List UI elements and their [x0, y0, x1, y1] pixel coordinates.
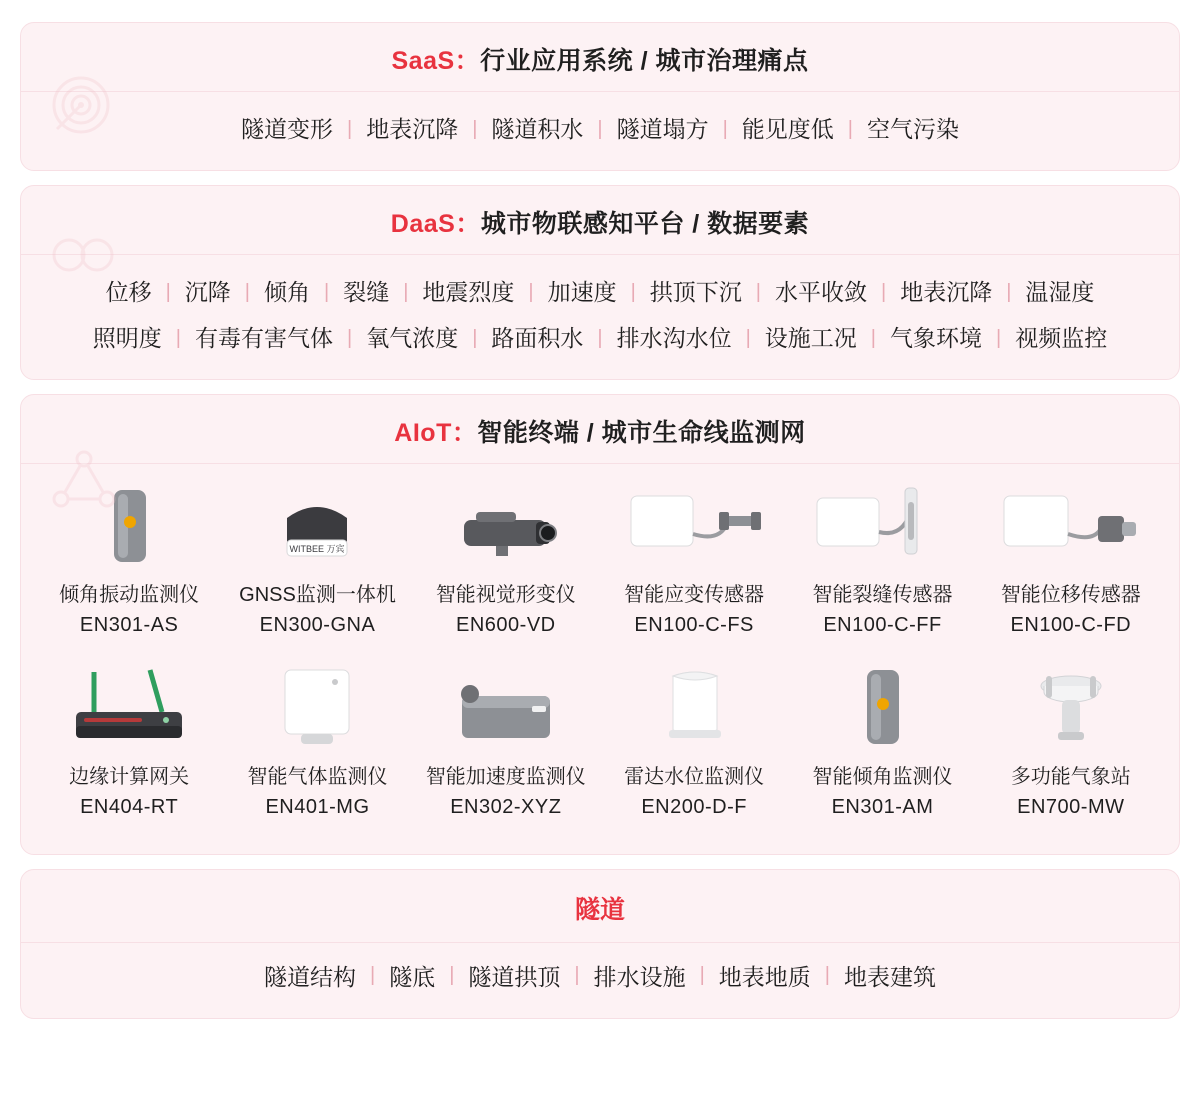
daas-item: 沉降 — [184, 279, 231, 305]
separator: | — [597, 327, 603, 349]
daas-item: 地表沉降 — [900, 279, 993, 305]
gray-box-sensor-icon — [37, 478, 221, 570]
device-card — [412, 654, 600, 832]
separator: | — [403, 281, 409, 303]
device-name: 雷达水位监测仪 — [624, 766, 765, 788]
separator: | — [165, 281, 171, 303]
separator: | — [244, 281, 250, 303]
daas-item: 倾角 — [263, 279, 310, 305]
saas-item: 能见度低 — [741, 116, 834, 142]
device-name: 倾角振动监测仪 — [59, 584, 200, 606]
daas-item: 裂缝 — [343, 279, 390, 305]
daas-item: 拱顶下沉 — [649, 279, 742, 305]
device-card — [977, 472, 1165, 650]
saas-item: 隧道变形 — [240, 116, 333, 142]
weather-station-icon — [979, 660, 1163, 752]
device-model: EN404-RT — [80, 796, 179, 818]
separator: | — [449, 964, 455, 986]
separator: | — [699, 964, 705, 986]
tilt-sensor-icon — [790, 660, 974, 752]
daas-item: 水平收敛 — [775, 279, 867, 305]
aiot-title — [21, 395, 1179, 463]
device-model: EN301-AM — [831, 796, 934, 818]
separator: | — [870, 327, 876, 349]
daas-title-label: DaaS： — [390, 210, 481, 238]
separator: | — [175, 327, 181, 349]
radar-water-level-icon — [602, 660, 786, 752]
device-name: 智能气体监测仪 — [247, 766, 388, 788]
separator: | — [755, 281, 761, 303]
daas-item: 地震烈度 — [422, 279, 515, 305]
device-card — [412, 472, 600, 650]
daas-item-row-2 — [39, 315, 1161, 361]
tunnel-items — [21, 943, 1179, 1018]
aiot-title-label: AIoT： — [394, 419, 478, 447]
device-model: EN100-C-FS — [634, 614, 754, 636]
device-grid — [21, 464, 1179, 854]
device-card — [977, 654, 1165, 832]
separator: | — [1006, 281, 1012, 303]
saas-title-sub: 行业应用系统 / 城市治理痛点 — [480, 47, 809, 75]
separator: | — [881, 281, 887, 303]
device-card — [35, 654, 223, 832]
gas-monitor-icon — [225, 660, 409, 752]
device-name: 智能位移传感器 — [1000, 584, 1141, 606]
device-model: EN300-GNA — [259, 614, 376, 636]
accelerometer-icon — [414, 660, 598, 752]
saas-title-label: SaaS： — [391, 47, 481, 75]
daas-item: 排水沟水位 — [616, 325, 732, 351]
saas-panel — [20, 22, 1180, 171]
daas-item: 温湿度 — [1025, 279, 1095, 305]
daas-item: 气象环境 — [890, 325, 982, 351]
separator: | — [528, 281, 534, 303]
separator: | — [824, 964, 830, 986]
strain-sensor-icon — [602, 478, 786, 570]
tunnel-item: 隧底 — [389, 964, 436, 990]
device-model: EN301-AS — [79, 614, 179, 636]
crack-sensor-icon — [790, 478, 974, 570]
device-model: EN100-C-FD — [1010, 614, 1132, 636]
tunnel-item: 隧道结构 — [263, 964, 356, 990]
saas-item: 空气污染 — [867, 116, 959, 142]
device-name: 智能应变传感器 — [624, 584, 765, 606]
device-name: 智能加速度监测仪 — [425, 766, 586, 788]
device-name: 智能视觉形变仪 — [435, 584, 576, 606]
device-card — [223, 472, 411, 650]
tunnel-item: 地表建筑 — [844, 964, 936, 990]
device-model: EN600-VD — [456, 614, 556, 636]
device-card — [600, 472, 788, 650]
device-card — [223, 654, 411, 832]
device-model: EN100-C-FF — [823, 614, 942, 636]
gnss-puck-icon — [225, 478, 409, 570]
daas-item: 视频监控 — [1015, 325, 1108, 351]
device-model: EN302-XYZ — [450, 796, 562, 818]
daas-item: 路面积水 — [491, 325, 584, 351]
daas-item: 设施工况 — [764, 325, 857, 351]
daas-item: 有毒有害气体 — [194, 325, 333, 351]
separator: | — [346, 327, 353, 349]
saas-item: 隧道塌方 — [616, 116, 709, 142]
edge-gateway-router-icon — [37, 660, 221, 752]
separator: | — [323, 281, 330, 303]
device-name: 智能倾角监测仪 — [812, 766, 953, 788]
device-card — [788, 654, 976, 832]
device-card — [35, 472, 223, 650]
separator: | — [346, 118, 353, 140]
device-name: 多功能气象站 — [1010, 766, 1131, 788]
tunnel-title: 隧道 — [574, 896, 625, 924]
saas-items — [21, 92, 1179, 170]
daas-title-sub: 城市物联感知平台 / 数据要素 — [480, 210, 810, 238]
tunnel-panel — [20, 869, 1180, 1019]
device-card — [600, 654, 788, 832]
daas-item-row-1 — [39, 269, 1161, 315]
displacement-sensor-icon — [979, 478, 1163, 570]
tunnel-item: 隧道拱顶 — [468, 964, 561, 990]
daas-item: 照明度 — [92, 325, 162, 351]
separator: | — [369, 964, 376, 986]
separator: | — [472, 118, 478, 140]
separator: | — [630, 281, 636, 303]
svg-text:WITBEE 万宾: WITBEE 万宾 — [289, 544, 345, 554]
separator: | — [722, 118, 728, 140]
separator: | — [597, 118, 603, 140]
separator: | — [574, 964, 580, 986]
device-model: EN200-D-F — [641, 796, 747, 818]
tunnel-item: 地表地质 — [718, 964, 811, 990]
device-card — [788, 472, 976, 650]
saas-item-row — [39, 106, 1161, 152]
device-name: 智能裂缝传感器 — [812, 584, 953, 606]
daas-item: 加速度 — [547, 279, 617, 305]
saas-item: 地表沉降 — [366, 116, 459, 142]
device-model: EN401-MG — [265, 796, 370, 818]
saas-item: 隧道积水 — [491, 116, 584, 142]
separator: | — [745, 327, 751, 349]
separator: | — [847, 118, 853, 140]
separator: | — [996, 327, 1002, 349]
separator: | — [472, 327, 478, 349]
bullet-camera-icon — [414, 478, 598, 570]
daas-panel — [20, 185, 1180, 380]
saas-title — [21, 23, 1179, 91]
tunnel-item: 排水设施 — [593, 964, 686, 990]
device-model: EN700-MW — [1017, 796, 1125, 818]
aiot-panel — [20, 394, 1180, 855]
daas-item: 位移 — [105, 279, 152, 305]
daas-title — [21, 186, 1179, 254]
device-name: 边缘计算网关 — [69, 766, 190, 788]
daas-item: 氧气浓度 — [366, 325, 459, 351]
aiot-title-sub: 智能终端 / 城市生命线监测网 — [477, 419, 806, 447]
daas-items — [21, 255, 1179, 379]
device-name: GNSS监测一体机 — [239, 584, 396, 606]
